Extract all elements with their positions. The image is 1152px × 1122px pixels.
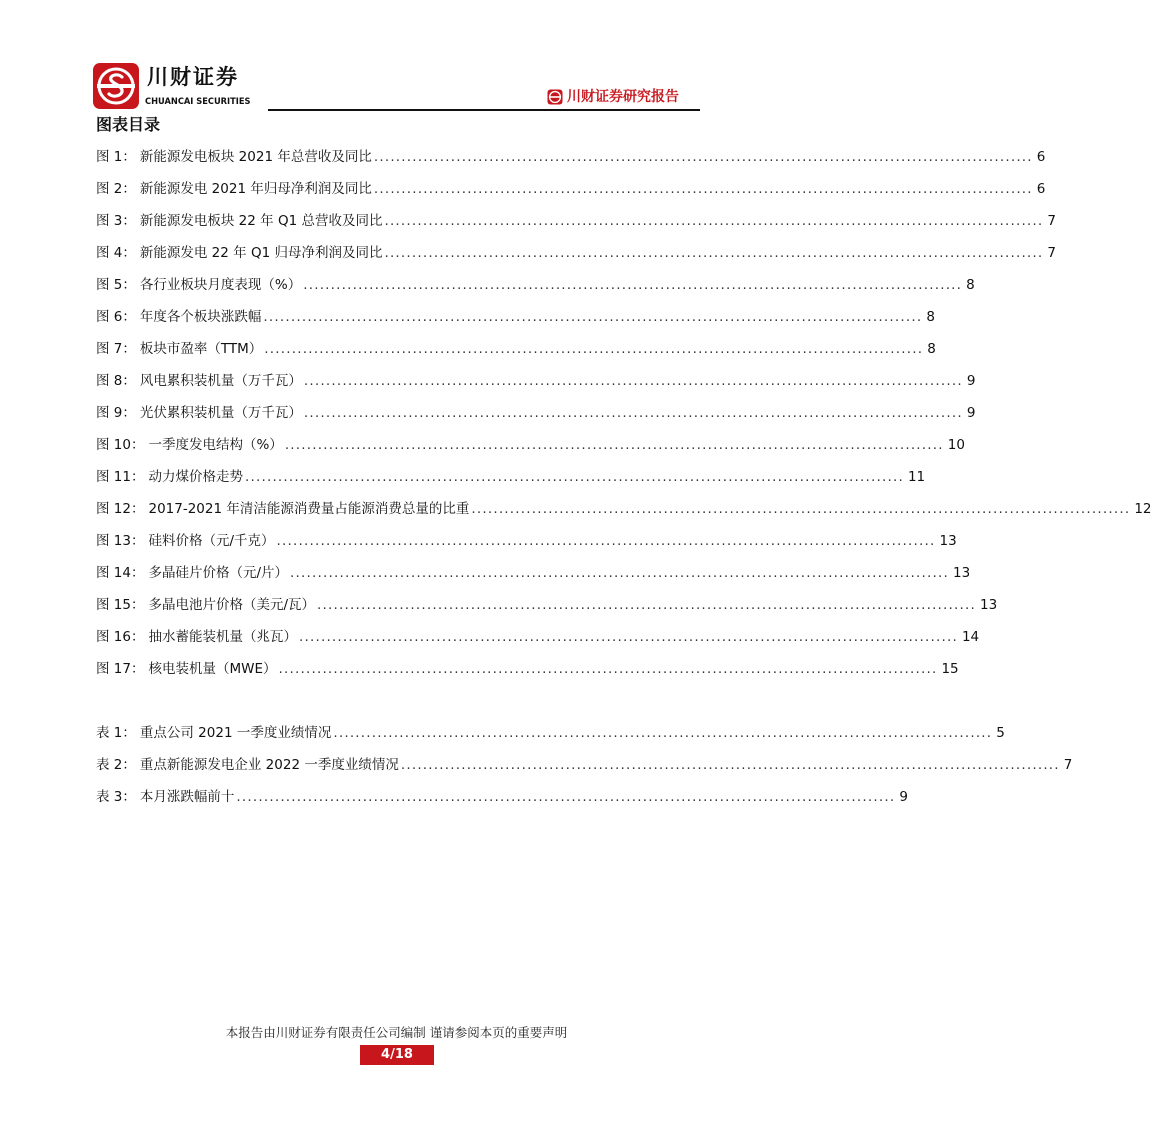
toc-title: 一季度发电结构（%）: [148, 437, 283, 453]
logo-english-name: CHUANCAI SECURITIES: [145, 97, 251, 107]
toc-row[interactable]: [96, 243, 1056, 263]
toc-row[interactable]: [96, 755, 1073, 775]
toc-label: 图 12：: [96, 501, 145, 517]
toc-page-number: 7: [1047, 213, 1056, 229]
toc-page-number: 15: [941, 661, 959, 677]
toc-label: 表 2：: [96, 757, 136, 773]
toc-title: 风电累积装机量（万千瓦）: [139, 373, 302, 389]
toc-title: 硅料价格（元/千克）: [148, 533, 275, 549]
toc-leader-dots: ........................................................................................................................: [298, 629, 958, 645]
toc-label: 图 7：: [96, 341, 136, 357]
page-number-badge: 4/18: [360, 1045, 434, 1065]
toc-label: 表 3：: [96, 789, 136, 805]
toc-row[interactable]: [96, 435, 965, 455]
toc-title: 重点新能源发电企业 2022 一季度业绩情况: [139, 757, 399, 773]
toc-leader-dots: ........................................................................................................................: [373, 181, 1033, 197]
toc-page-number: 7: [1063, 757, 1073, 773]
toc-row[interactable]: [96, 211, 1056, 231]
toc-label: 图 9：: [96, 405, 136, 421]
toc-page-number: 6: [1036, 181, 1046, 197]
toc-label: 图 17：: [96, 661, 145, 677]
toc-row[interactable]: [96, 531, 957, 551]
toc-page-number: 13: [980, 597, 998, 613]
toc-label: 图 14：: [96, 565, 145, 581]
toc-title: 本月涨跌幅前十: [139, 789, 235, 805]
chuancai-logo-icon: [93, 63, 139, 109]
toc-leader-dots: ........................................................................................................................: [278, 661, 938, 677]
toc-label: 图 5：: [96, 277, 136, 293]
toc-label: 图 2：: [96, 181, 136, 197]
toc-page-number: 14: [961, 629, 980, 645]
toc-leader-dots: ........................................................................................................................: [317, 597, 976, 613]
toc-title: 核电装机量（MWE）: [148, 661, 277, 677]
toc-title: 光伏累积装机量（万千瓦）: [139, 405, 302, 421]
toc-row[interactable]: [96, 627, 980, 647]
toc-page-number: 7: [1047, 245, 1056, 261]
toc-label: 图 4：: [96, 245, 136, 261]
toc-label: 图 11：: [96, 469, 145, 485]
toc-title: 多晶硅片价格（元/片）: [148, 565, 289, 581]
toc-leader-dots: ........................................................................................................................: [303, 277, 963, 293]
toc-label: 图 1：: [96, 149, 136, 165]
toc-label: 图 16：: [96, 629, 145, 645]
toc-row[interactable]: [96, 499, 1152, 519]
toc-leader-dots: ........................................................................................................................: [236, 789, 896, 805]
toc-label: 图 13：: [96, 533, 145, 549]
toc-page-number: 13: [939, 533, 957, 549]
header-divider: [268, 109, 700, 111]
toc-title: 板块市盈率（TTM）: [139, 341, 263, 357]
toc-row[interactable]: [96, 371, 976, 391]
toc-page-number: 12: [1134, 501, 1152, 517]
toc-leader-dots: ........................................................................................................................: [290, 565, 949, 581]
toc-leader-dots: ........................................................................................................................: [373, 149, 1033, 165]
toc-leader-dots: ........................................................................................................................: [263, 309, 923, 325]
logo-chinese-name: 川财证券: [147, 65, 239, 89]
toc-page-number: 8: [927, 341, 936, 357]
toc-label: 图 3：: [96, 213, 136, 229]
toc-page-number: 8: [926, 309, 935, 325]
toc-title: 年度各个板块涨跌幅: [139, 309, 262, 325]
toc-title: 动力煤价格走势: [148, 469, 243, 485]
toc-page-number: 9: [966, 373, 976, 389]
toc-row[interactable]: [96, 147, 1046, 167]
toc-leader-dots: ........................................................................................................................: [471, 501, 1131, 517]
toc-leader-dots: ........................................................................................................................: [276, 533, 936, 549]
toc-title: 2017-2021 年清洁能源消费量占能源消费总量的比重: [148, 501, 470, 517]
toc-title: 各行业板块月度表现（%）: [139, 277, 302, 293]
toc-row[interactable]: [96, 275, 975, 295]
toc-page-number: 13: [953, 565, 971, 581]
toc-leader-dots: ........................................................................................................................: [303, 373, 963, 389]
section-title: 图表目录: [96, 115, 161, 134]
toc-leader-dots: ........................................................................................................................: [384, 245, 1044, 261]
footer-disclaimer: 本报告由川财证券有限责任公司编制 谨请参阅本页的重要声明: [225, 1025, 568, 1040]
toc-label: 表 1：: [96, 725, 136, 741]
toc-page-number: 11: [907, 469, 926, 485]
page-header: [0, 0, 793, 115]
toc-title: 新能源发电板块 22 年 Q1 总营收及同比: [139, 213, 383, 229]
toc-title: 新能源发电板块 2021 年总营收及同比: [139, 149, 372, 165]
toc-title: 重点公司 2021 一季度业绩情况: [139, 725, 332, 741]
toc-title: 抽水蓄能装机量（兆瓦）: [148, 629, 297, 645]
toc-leader-dots: ........................................................................................................................: [384, 213, 1044, 229]
toc-leader-dots: ........................................................................................................................: [244, 469, 904, 485]
toc-leader-dots: ........................................................................................................................: [303, 405, 963, 421]
toc-page-number: 8: [966, 277, 975, 293]
toc-row[interactable]: [96, 179, 1046, 199]
toc-title: 新能源发电 2021 年归母净利润及同比: [139, 181, 372, 197]
toc-row[interactable]: [96, 723, 1005, 743]
toc-page-number: 6: [1036, 149, 1046, 165]
toc-label: 图 15：: [96, 597, 145, 613]
toc-row[interactable]: [96, 563, 971, 583]
brand-mark-icon: [547, 89, 563, 105]
toc-title: 多晶电池片价格（美元/瓦）: [148, 597, 316, 613]
toc-label: 图 10：: [96, 437, 145, 453]
report-brand-text: 川财证券研究报告: [567, 89, 679, 105]
toc-page-number: 9: [899, 789, 908, 805]
toc-row[interactable]: [96, 595, 998, 615]
toc-leader-dots: ........................................................................................................................: [264, 341, 924, 357]
toc-row[interactable]: [96, 659, 959, 679]
toc-row[interactable]: [96, 467, 926, 487]
toc-row[interactable]: [96, 307, 935, 327]
toc-leader-dots: ........................................................................................................................: [400, 757, 1060, 773]
toc-row[interactable]: [96, 787, 908, 807]
toc-title: 新能源发电 22 年 Q1 归母净利润及同比: [139, 245, 383, 261]
toc-page-number: 10: [947, 437, 965, 453]
toc-row[interactable]: [96, 403, 976, 423]
toc-label: 图 8：: [96, 373, 136, 389]
toc-leader-dots: ........................................................................................................................: [333, 725, 993, 741]
toc-label: 图 6：: [96, 309, 136, 325]
toc-leader-dots: ........................................................................................................................: [284, 437, 944, 453]
toc-page-number: 5: [996, 725, 1005, 741]
report-brand: [547, 87, 679, 107]
toc-page-number: 9: [966, 405, 976, 421]
toc-row[interactable]: [96, 339, 936, 359]
